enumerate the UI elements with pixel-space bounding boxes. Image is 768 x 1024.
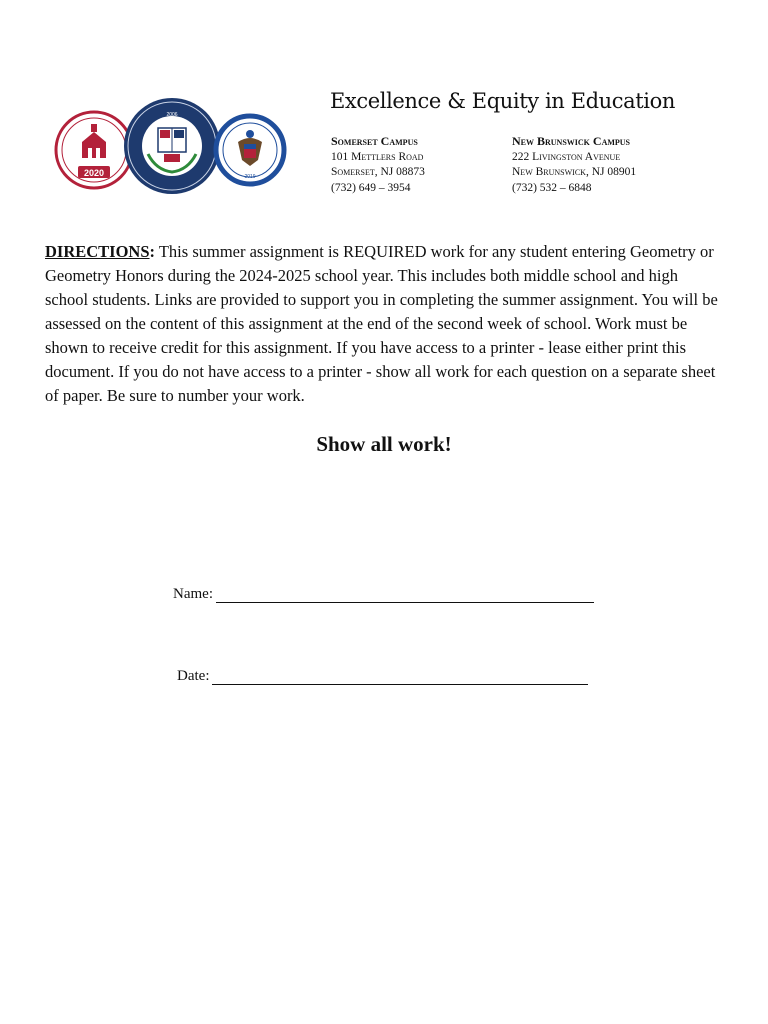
new-brunswick-campus-address bbox=[512, 134, 636, 196]
name-label: Name: bbox=[173, 586, 213, 602]
campus-city: New Brunswick, NJ 08901 bbox=[512, 166, 637, 178]
national-blue-ribbon-seal bbox=[216, 116, 284, 184]
campus-street: 101 Mettlers Road bbox=[331, 150, 424, 163]
directions-label: DIRECTIONS bbox=[45, 242, 150, 261]
cjcp-charter-school-seal bbox=[124, 98, 220, 194]
campus-name: New Brunswick Campus bbox=[512, 134, 631, 148]
name-field bbox=[173, 586, 594, 603]
campus-street: 222 Livingston Avenue bbox=[512, 150, 621, 163]
campus-name: Somerset Campus bbox=[331, 134, 418, 148]
center-seal-year: 2006 bbox=[166, 112, 178, 118]
school-logos bbox=[52, 94, 288, 204]
campus-phone: (732) 649 – 3954 bbox=[331, 181, 411, 194]
directions-colon: : bbox=[149, 242, 156, 261]
right-seal-year: 2019 bbox=[244, 174, 256, 180]
campus-phone: (732) 532 – 6848 bbox=[512, 181, 592, 194]
directions-text: This summer assignment is REQUIRED work for any student entering Geometry or Geometry Honors during the 2024-2025 school year. This includes both middle school and high school students. Links are provided to support you in completing the summer assignment. You will be assessed on the content of this assignment at the end of the second week of school. Work must be shown to receive credit for this assignment. If you have access to a printer - lease either print this document. If you do not have access to a printer - show all work for each question on a separate sheet of paper. Be sure to number your work. bbox=[45, 242, 718, 405]
date-field bbox=[177, 668, 588, 685]
date-label: Date: bbox=[177, 668, 210, 684]
left-seal-year: 2020 bbox=[83, 168, 105, 178]
national-school-of-character-seal bbox=[56, 112, 132, 188]
name-blank-line[interactable] bbox=[216, 588, 594, 603]
directions-paragraph bbox=[45, 240, 721, 408]
school-tagline: Excellence & Equity in Education bbox=[330, 89, 675, 113]
somerset-campus-address bbox=[331, 134, 425, 196]
show-all-work-heading: Show all work! bbox=[316, 432, 452, 456]
date-blank-line[interactable] bbox=[212, 670, 588, 685]
campus-city: Somerset, NJ 08873 bbox=[331, 166, 425, 178]
